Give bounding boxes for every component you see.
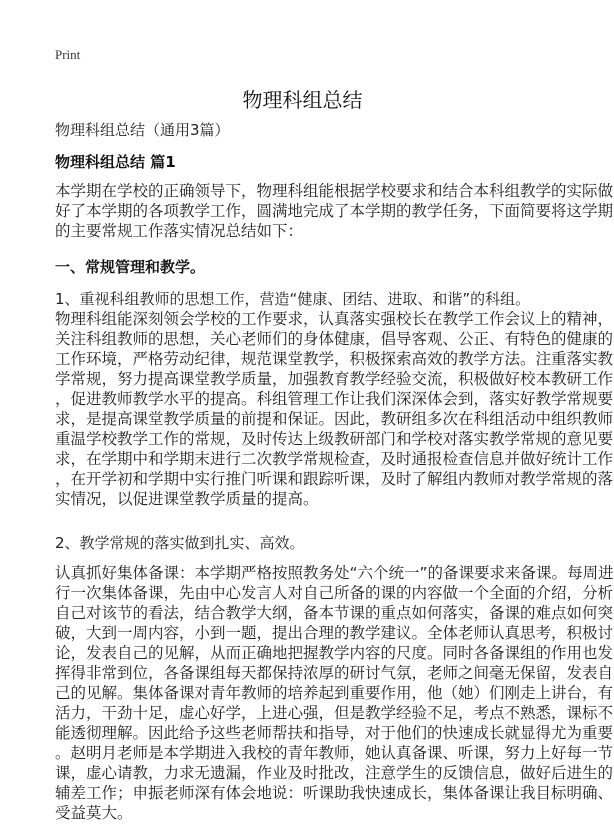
text-line: 好了本学期的各项教学工作，圆满地完成了本学期的教学任务，下面简要将这学期 (55, 202, 614, 220)
text-line: 破，大到一周内容，小到一题，提出合理的教学建议。全体老师认真思考，积极讨 (55, 624, 614, 642)
text-line: 物理科组能深刻领会学校的工作要求，认真落实强校长在教学工作会议上的精神， (55, 310, 614, 328)
text-line: 论，发表自己的见解，从而正确地把握教学内容的尺度。同时各备课组的作用也发 (55, 644, 614, 662)
text-line: 受益莫大。 (55, 804, 133, 822)
print-label[interactable]: Print (55, 47, 81, 62)
paragraph-1 (55, 309, 614, 509)
text-line: 工作环境，严格劳动纪律，规范课堂教学，积极探索高效的教学方法。注重落实教 (55, 350, 614, 368)
document-title: 物理科组总结 (242, 88, 363, 112)
text-line: 能透彻理解。因此给予这些老师帮扶和指导，对于他们的快速成长就显得尤为重要 (55, 724, 614, 742)
text-line: 关注科组教师的思想，关心老师们的身体健康，倡导客观、公正、有特色的健康的 (55, 330, 614, 348)
intro-paragraph (55, 181, 614, 241)
article-heading: 物理科组总结 篇1 (55, 153, 176, 171)
text-line: 活力，干劲十足，虚心好学，上进心强，但是教学经验不足，考点不熟悉，课标不 (55, 704, 614, 722)
text-line: 求，是提高课堂教学质量的前提和保证。因此，教研组多次在科组活动中组织教师 (55, 410, 614, 428)
text-line: 本学期在学校的正确领导下，物理科组能根据学校要求和结合本科组教学的实际做 (55, 182, 614, 200)
text-line: ，促进教师教学水平的提高。科组管理工作让我们深深体会到，落实好教学常规要 (55, 390, 614, 408)
text-line: 学常规，努力提高课堂教学质量，加强教育教学经验交流，积极做好校本教研工作 (55, 370, 614, 388)
text-line: 求，在学期中和学期末进行二次教学常规检查，及时通报检查信息并做好统计工作 (55, 450, 614, 468)
text-line: ，在开学初和学期中实行推门听课和跟踪听课，及时了解组内教师对教学常规的落 (55, 470, 614, 488)
document-subtitle: 物理科组总结（通用3篇） (55, 121, 230, 139)
text-line: 的主要常规工作落实情况总结如下： (55, 222, 304, 240)
text-line: 挥得非常到位，各备课组每天都保持浓厚的研讨气氛，老师之间毫无保留，发表自 (55, 664, 614, 682)
item-heading-1: 1、重视科组教师的思想工作，营造“健康、团结、进取、和谐”的科组。 (55, 290, 531, 308)
item-heading-2: 2、教学常规的落实做到扎实、高效。 (55, 534, 305, 552)
text-line: 实情况，以促进课堂教学质量的提高。 (55, 490, 319, 508)
text-line: 。赵明月老师是本学期进入我校的青年教师，她认真备课、听课，努力上好每一节 (55, 744, 614, 762)
text-line: 课，虚心请教，力求无遗漏，作业及时批改，注意学生的反馈信息，做好后进生的 (55, 764, 614, 782)
text-line: 重温学校教学工作的常规，及时传达上级教研部门和学校对落实教学常规的意见要 (55, 430, 614, 448)
text-line: 行一次集体备课，先由中心发言人对自己所备的课的内容做一个全面的介绍，分析 (55, 584, 614, 602)
section-heading: 一、常规管理和教学。 (55, 258, 206, 276)
text-line: 认真抓好集体备课：本学期严格按照教务处“六个统一”的备课要求来备课。每周进 (55, 564, 614, 582)
paragraph-2 (55, 563, 614, 823)
text-line: 自己对该节的看法，结合教学大纲，备本节课的重点如何落实，备课的难点如何突 (55, 604, 614, 622)
text-line: 辅差工作；申振老师深有体会地说：听课助我快速成长，集体备课让我目标明确、 (55, 784, 614, 802)
text-line: 己的见解。集体备课对青年教师的培养起到重要作用，他（她）们刚走上讲台，有 (55, 684, 614, 702)
